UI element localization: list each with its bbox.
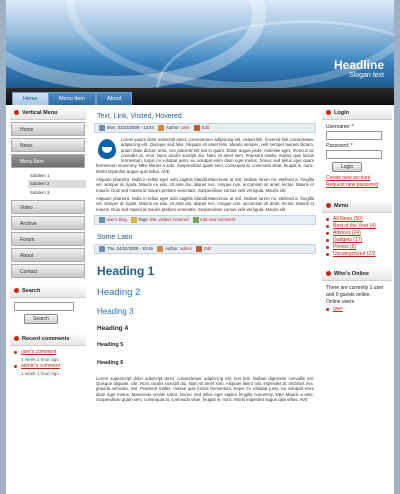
edit-link[interactable]: Edit (204, 245, 212, 251)
bullet-icon (326, 271, 331, 276)
user-icon (157, 246, 163, 252)
category-link[interactable]: Advices (24) (333, 230, 361, 236)
bullet-icon (326, 218, 329, 221)
vmenu-item-archive[interactable]: Archive (11, 216, 85, 230)
bullet-icon (326, 232, 329, 235)
heading-3: Heading 3 (97, 306, 134, 316)
username-field[interactable] (326, 131, 382, 140)
drupal-logo (96, 137, 118, 161)
recent-comments-title: Recent comments (10, 332, 86, 346)
left-sidebar (10, 106, 86, 494)
request-password-link[interactable]: Request new password (326, 182, 378, 188)
heading-5: Heading 5 (97, 341, 124, 348)
page (6, 0, 394, 494)
right-sidebar (322, 106, 392, 494)
comment-link[interactable]: user's comment (21, 349, 57, 355)
vertical-menu-title: Vertical Menu (10, 106, 86, 120)
bullet-icon (14, 351, 17, 354)
password-field[interactable] (326, 150, 382, 159)
submenu (10, 170, 86, 198)
blog-icon (99, 217, 105, 223)
post-paragraph: Lorem ipsum dolor subscript amet, consectetuer adipiscing elit, visited link, hovered link consectetuer adipiscing elit. Quisque sed felis. Aliquam sit amet felis. Mauris semper, velit semper laoreet dictum, quam diam dictum urna, nec placerat elit nisl in quam. Etiam augue pede, molestie eget, rhoncus at, convallis ut, eros. Nunc iaculis suscipit dui. Nam sit amet sem. Praesent mattis, massa quis luctus fermentum, turpis mi volutpat justo, eu volutpat enim diam eget metus. Donec sed tellus eget quam fermentum nonummy. NBA Mauris a ante. Suspendisse quam sem, consequat at, commodo vitae, feugiat in, nunc. Morbi imperdiet augue quis tellus. AVE (96, 137, 314, 174)
bullet-icon (326, 239, 329, 242)
submenu-item-2[interactable]: Subitem 2 (28, 180, 86, 188)
bullet-icon (326, 225, 329, 228)
post-body (96, 137, 314, 212)
bullet-icon (14, 336, 19, 341)
post-body (96, 376, 314, 402)
menu-title: Menu (322, 199, 392, 213)
category-link[interactable]: Best of the Year (4) (333, 223, 376, 229)
online-users-label: Online users (326, 299, 355, 305)
tab-home[interactable]: Home (12, 92, 49, 105)
category-link[interactable]: Photos (6) (333, 244, 357, 250)
main-content (92, 106, 318, 494)
bullet-icon (326, 203, 331, 208)
add-comment-link[interactable]: Add new comment (199, 216, 236, 222)
list-item (326, 244, 388, 251)
login-button[interactable]: Login (332, 162, 362, 172)
heading-2: Heading 2 (97, 286, 141, 298)
search-title: Search (10, 284, 86, 298)
edit-icon (196, 246, 202, 252)
username-label: Username: * (326, 124, 354, 130)
online-text: There are currently 1 user and 0 guests online. (326, 285, 384, 298)
author-link[interactable]: user (181, 125, 190, 130)
slogan: Slogan text (348, 72, 384, 79)
category-link[interactable]: Uncategorized (23) (333, 251, 376, 257)
vmenu-item-home[interactable]: Home (11, 122, 85, 136)
list-item (326, 216, 388, 223)
password-label: Password: * (326, 143, 353, 149)
whos-online-body (322, 281, 392, 317)
search-button[interactable]: Search (24, 314, 58, 324)
bullet-icon (14, 110, 19, 115)
tab-about[interactable]: About (96, 92, 132, 105)
login-title: Login (322, 106, 392, 120)
list-item (326, 223, 388, 230)
calendar-icon (99, 125, 105, 131)
bullet-icon (326, 253, 329, 256)
post-meta: Thu, 04/02/2009 - 10:46 Author: admin Edit (94, 244, 316, 254)
category-link[interactable]: Gadgets (17) (333, 237, 363, 243)
headline: Headline (333, 58, 384, 72)
blog-link[interactable]: user's blog (106, 216, 127, 222)
list-item (326, 251, 388, 258)
tags-link[interactable]: link, visited, hovered (149, 216, 189, 222)
post-paragraph: Aliquam pharetra. Nulla in tellus eget odio sagittis blandit.Maecenas at nisl. Nullam lorem mi, eleifend a, fringilla vel, semper at, ligula. Mauris eu wisi. Ut ante dui, aliquet nec, congue non, accumsan sit amet, lectus. Mauris et mauris. Duis sed massa id mauris pretium venenatis. Suspendisse cursus velit vel ligula. Mauris elit. (96, 195, 314, 212)
bullet-icon (14, 365, 17, 368)
bullet-icon (326, 110, 331, 115)
tag-icon (131, 217, 137, 223)
post-meta: Mon, 03/23/2009 - 13:04 Author: user Edit (94, 123, 316, 133)
online-user-link[interactable]: user (333, 306, 343, 312)
top-nav (6, 88, 394, 105)
list-item (14, 363, 82, 370)
vmenu-item-contact[interactable]: Contact (11, 264, 85, 278)
search-input[interactable] (14, 302, 74, 311)
vmenu-item-about[interactable]: About (11, 248, 85, 262)
heading-1: Heading 1 (97, 263, 155, 278)
edit-link[interactable]: Edit (201, 125, 210, 130)
list-item (326, 237, 388, 244)
edit-icon (194, 125, 200, 131)
author-link[interactable]: admin (180, 245, 192, 251)
title-link[interactable]: Link (113, 113, 127, 120)
header (6, 0, 394, 88)
post-title: Text, Link, Visited, Hovered (97, 113, 182, 120)
post-paragraph: Aliquam pharetra. Nulla in tellus eget odio sagittis blandit.Maecenas at nisl. Nullam lorem mi, eleifend a, fringilla vel, semper at, ligula. Mauris eu wisi. Ut ante dui, aliquet nec, congue non, accumsan sit amet, lectus. Mauris et mauris. Duis sed massa id mauris pretium venenatis. Suspendisse cursus velit vel ligula. Mauris elit. (96, 177, 314, 193)
comment-icon (193, 217, 199, 223)
bullet-icon (14, 288, 19, 293)
bullet-icon (326, 246, 329, 249)
whos-online-title: Who's Online (322, 267, 392, 281)
list-item (326, 306, 388, 313)
calendar-icon (99, 246, 105, 252)
user-icon (158, 125, 164, 131)
category-link[interactable]: All News (50) (333, 216, 363, 222)
category-menu (322, 213, 392, 261)
comment-time: 1 week 1 hour ago (21, 357, 59, 362)
comment-link[interactable]: admin's comment (21, 363, 61, 369)
heading-6: Heading 6 (97, 359, 124, 366)
submenu-item-1[interactable]: Subitem 1 (30, 172, 50, 178)
comment-time: 1 week 1 hour ago (21, 371, 59, 376)
submenu-item-3[interactable]: Subitem 3 (30, 189, 50, 195)
post-title: Some Latin (97, 233, 133, 241)
list-item (14, 349, 82, 356)
vmenu-item-menu-item[interactable]: Menu Item (11, 154, 85, 168)
vmenu-item-forum[interactable]: Forum (11, 232, 85, 246)
vmenu-item-news[interactable]: News (11, 138, 85, 152)
login-form (322, 120, 392, 193)
vmenu-item-video[interactable]: Video (11, 200, 85, 214)
post-footer: user's blog Tags: link, visited, hovered Add new comment (94, 215, 316, 225)
list-item (326, 230, 388, 237)
create-account-link[interactable]: Create new account (326, 175, 371, 181)
recent-comments-list (10, 346, 86, 377)
post-paragraph: Lorem superscript dolor subscript amet, consectetuer adipiscing elit, test link. Nullam dignissim convallis est. Quisque aliquam. cite. Nunc iaculis suscipit dui. Nam sit amet sem. Aliquam libero nisi, imperdiet at, tincidunt nec, gravida vehicula, nisl. Praesent mattis, massa quis luctus fermentum, turpis mi volutpat justo, eu volutpat enim diam eget metus. Maecenas ornare tortor. Donec sed tellus eget sapien fringilla nonummy. NBA Mauris a ante. Suspendisse quam sem, consequat at, commodo vitae, feugiat in, nunc. Morbi imperdiet augue quis tellus. AVE (96, 375, 314, 403)
bullet-icon (326, 308, 329, 311)
heading-4: Heading 4 (97, 324, 129, 332)
tab-menu-item[interactable]: Menu Item (48, 92, 96, 105)
